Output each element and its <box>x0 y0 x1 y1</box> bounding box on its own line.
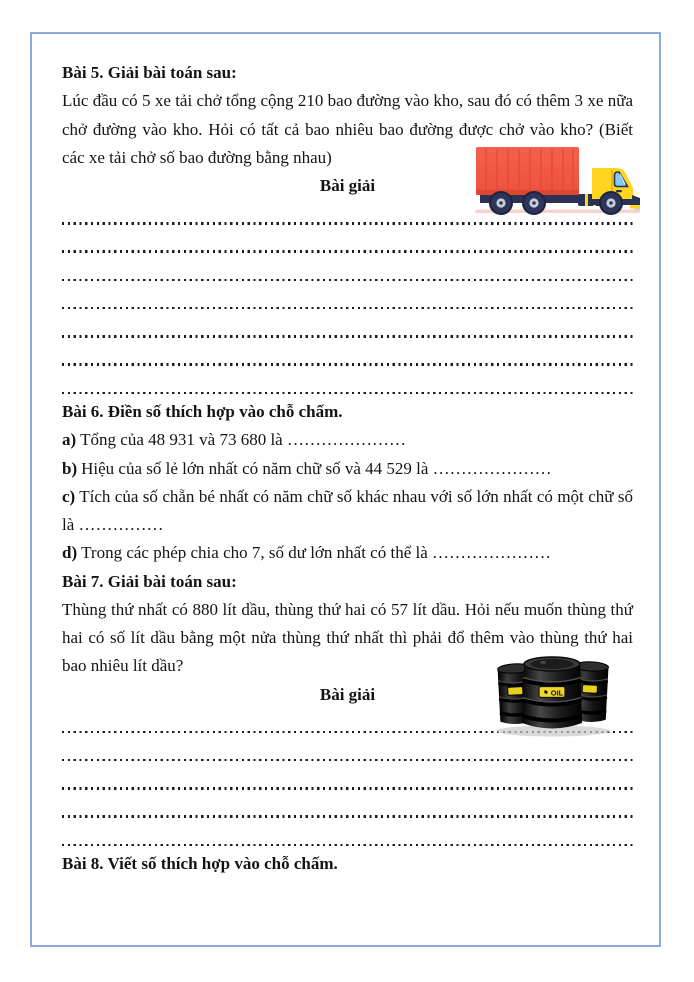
item-text: Tổng của 48 931 và 73 680 là ………………… <box>80 430 406 450</box>
answer-line <box>62 285 633 313</box>
problem-6-item-b <box>62 455 633 483</box>
problem-5 <box>62 59 633 398</box>
item-label: a) <box>62 430 77 450</box>
problem-6 <box>62 398 633 568</box>
problem-8-heading: Bài 8. Viết số thích hợp vào chỗ chấm. <box>62 854 338 873</box>
problem-6-item-a <box>62 426 633 454</box>
problem-5-heading: Bài 5. Giải bài toán sau: <box>62 63 237 82</box>
container-truck-illustration <box>474 146 644 216</box>
answer-line <box>62 737 633 765</box>
problem-5-answer-lines <box>62 200 633 398</box>
answer-line <box>62 794 633 822</box>
problem-8 <box>62 850 633 878</box>
problem-5-body: Lúc đầu có 5 xe tải chở tổng cộng 210 bao đường vào kho, sau đó có thêm 3 xe nữa chở đường vào kho. Hỏi có tất cả bao nhiêu bao đường được chở vào kho? (Biết các xe tải chở số bao đường bằng nhau) <box>62 91 633 167</box>
svg-text:OIL: OIL <box>550 688 564 698</box>
item-label: b) <box>62 458 78 478</box>
truck-icon <box>474 146 644 216</box>
answer-line <box>62 765 633 793</box>
problem-5-solution-label: Bài giải <box>319 176 376 195</box>
answer-line <box>62 313 633 341</box>
problem-7-solution-label: Bài giải <box>319 684 376 704</box>
answer-line <box>62 822 633 850</box>
item-text: Trong các phép chia cho 7, số dư lớn nhất có thể là ………………… <box>81 543 552 563</box>
answer-line <box>62 257 633 285</box>
problem-7-heading: Bài 7. Giải bài toán sau: <box>62 571 237 591</box>
problem-6-heading: Bài 6. Điền số thích hợp vào chỗ chấm. <box>62 402 343 421</box>
answer-line <box>62 370 633 398</box>
oil-barrels-icon <box>493 650 614 738</box>
item-label: c) <box>62 486 76 506</box>
item-text: Tích của số chẵn bé nhất có năm chữ số khác nhau với số lớn nhất có một chữ số là …………… <box>62 486 633 534</box>
item-label: d) <box>62 543 78 563</box>
problem-7-body: Thùng thứ nhất có 880 lít dầu, thùng thứ hai có 57 lít dầu. Hỏi nếu muốn thùng thứ hai có số lít dầu bằng một nửa thùng thứ nhất thì phải đổ thêm vào thùng thứ hai bao nhiêu lít dầu? <box>62 599 633 676</box>
answer-line <box>62 229 633 257</box>
problem-6-item-c <box>62 483 633 540</box>
answer-line <box>62 342 633 370</box>
item-text: Hiệu của số lẻ lớn nhất có năm chữ số và 44 529 là ………………… <box>81 458 552 478</box>
problem-6-item-d <box>62 539 633 567</box>
oil-barrels-illustration <box>493 650 614 738</box>
